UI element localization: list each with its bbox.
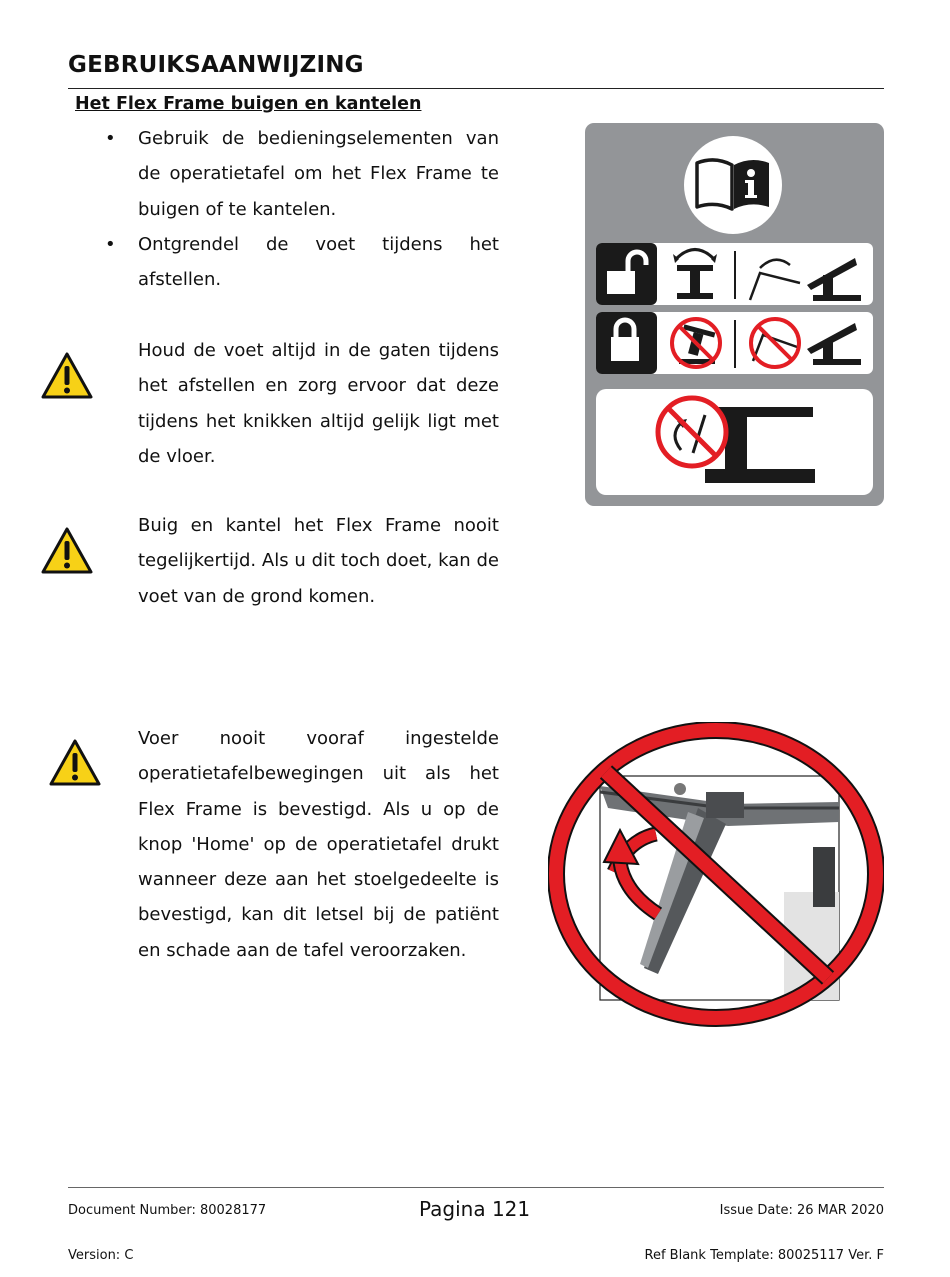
bullet-marker: • <box>105 128 116 149</box>
bullet-text-1: Gebruik de bedieningselementen van de operatietafel om het Flex Frame te buigen of te kantelen. <box>138 128 499 220</box>
warning-triangle-icon <box>40 351 94 401</box>
title-divider <box>68 88 884 89</box>
page-title: GEBRUIKSAANWIJZING <box>68 52 364 78</box>
instruction-label <box>585 123 884 506</box>
page-number: Pagina 121 <box>419 1197 531 1221</box>
warning-text-3: Voer nooit vooraf ingestelde operatietafelbewegingen uit als het Flex Frame is bevestigd. Als u op de knop 'Home' op de operatietafel drukt wanneer deze aan het stoelgedeelte is bevestigd, kan dit letsel bij de patiënt en schade aan de tafel veroorzaken. <box>138 728 499 961</box>
version: Version: C <box>68 1248 134 1263</box>
footer-divider <box>68 1187 884 1188</box>
issue-date: Issue Date: 26 MAR 2020 <box>719 1203 884 1218</box>
template-reference: Ref Blank Template: 80025117 Ver. F <box>644 1248 884 1263</box>
warning-triangle-icon <box>48 738 102 788</box>
warning-text-2: Buig en kantel het Flex Frame nooit tegelijkertijd. Als u dit toch doet, kan de voet van de grond komen. <box>138 515 499 607</box>
bullet-text-2: Ontgrendel de voet tijdens het afstellen. <box>138 234 499 291</box>
prohibited-flex-frame-movement <box>548 722 884 1028</box>
warning-text-1: Houd de voet altijd in de gaten tijdens het afstellen en zorg ervoor dat deze tijdens het knikken altijd gelijk ligt met de vloer. <box>138 340 499 467</box>
document-number: Document Number: 80028177 <box>68 1203 267 1218</box>
bullet-marker: • <box>105 234 116 255</box>
section-title: Het Flex Frame buigen en kantelen <box>75 94 422 114</box>
read-manual-icon <box>684 136 782 234</box>
warning-triangle-icon <box>40 526 94 576</box>
